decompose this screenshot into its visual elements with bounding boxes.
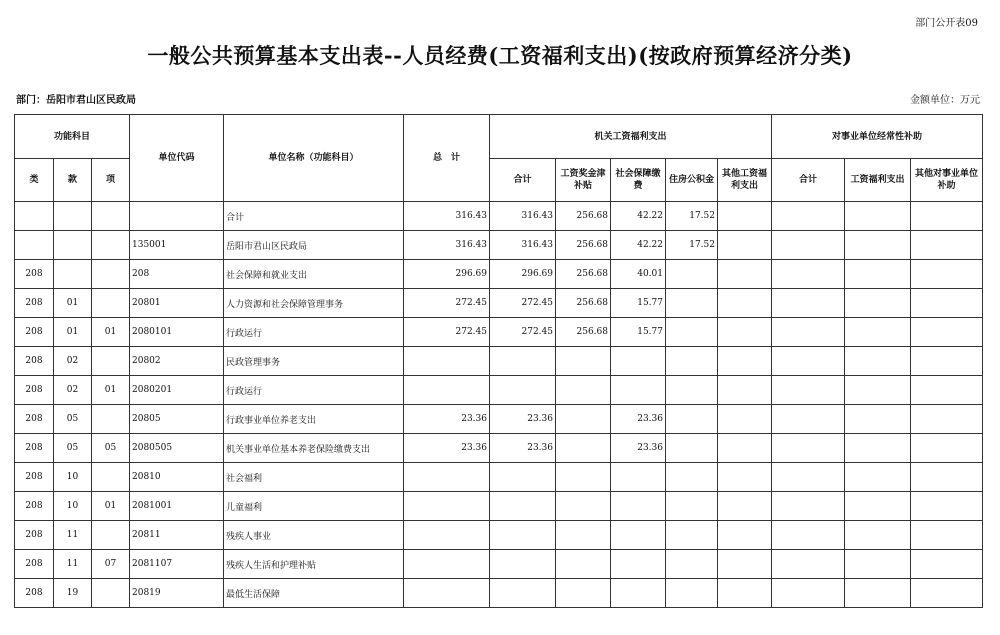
cell-total: 296.69 xyxy=(404,260,490,289)
cell-inst-other xyxy=(911,347,983,376)
cell-unit-code: 135001 xyxy=(130,231,224,260)
cell-unit-name: 行政事业单位养老支出 xyxy=(224,405,404,434)
cell-xiang xyxy=(92,405,130,434)
cell-inst-total xyxy=(772,521,845,550)
cell-total xyxy=(404,492,490,521)
cell-lei: 208 xyxy=(15,318,54,347)
page-title: 一般公共预算基本支出表--人员经费(工资福利支出)(按政府预算经济分类) xyxy=(147,43,853,68)
header-kuan: 款 xyxy=(54,159,92,202)
cell-org-bonus: 256.68 xyxy=(556,260,611,289)
cell-org-total: 23.36 xyxy=(490,434,556,463)
cell-unit-name: 儿童福利 xyxy=(224,492,404,521)
cell-org-housing xyxy=(666,521,718,550)
cell-unit-code: 2080101 xyxy=(130,318,224,347)
cell-org-other xyxy=(718,521,772,550)
cell-inst-total xyxy=(772,376,845,405)
cell-lei: 208 xyxy=(15,521,54,550)
cell-org-housing xyxy=(666,579,718,608)
table-row xyxy=(15,376,983,405)
cell-xiang xyxy=(92,463,130,492)
cell-inst-total xyxy=(772,550,845,579)
header-org-bonus: 工资奖金津补贴 xyxy=(556,159,611,202)
cell-inst-total xyxy=(772,492,845,521)
cell-org-social xyxy=(611,521,666,550)
cell-org-total: 316.43 xyxy=(490,231,556,260)
cell-xiang: 07 xyxy=(92,550,130,579)
cell-inst-other xyxy=(911,521,983,550)
cell-org-housing xyxy=(666,289,718,318)
cell-lei xyxy=(15,202,54,231)
header-total: 总 计 xyxy=(404,115,490,202)
cell-org-housing: 17.52 xyxy=(666,202,718,231)
cell-org-housing xyxy=(666,347,718,376)
cell-inst-other xyxy=(911,434,983,463)
cell-org-other xyxy=(718,260,772,289)
header-lei: 类 xyxy=(15,159,54,202)
cell-xiang xyxy=(92,231,130,260)
cell-org-bonus xyxy=(556,347,611,376)
cell-unit-name: 机关事业单位基本养老保险缴费支出 xyxy=(224,434,404,463)
cell-kuan: 02 xyxy=(54,347,92,376)
cell-unit-name: 社会保障和就业支出 xyxy=(224,260,404,289)
cell-inst-wage xyxy=(845,347,911,376)
cell-unit-code: 20811 xyxy=(130,521,224,550)
cell-kuan: 11 xyxy=(54,550,92,579)
header-org-social: 社会保障缴费 xyxy=(611,159,666,202)
header-func-subject: 功能科目 xyxy=(15,115,130,159)
cell-xiang: 01 xyxy=(92,318,130,347)
cell-inst-other xyxy=(911,405,983,434)
cell-org-other xyxy=(718,376,772,405)
cell-unit-code: 2081001 xyxy=(130,492,224,521)
cell-inst-total xyxy=(772,231,845,260)
cell-org-bonus xyxy=(556,376,611,405)
cell-inst-total xyxy=(772,463,845,492)
cell-inst-total xyxy=(772,202,845,231)
cell-xiang xyxy=(92,521,130,550)
cell-org-other xyxy=(718,579,772,608)
table-row xyxy=(15,521,983,550)
cell-org-housing xyxy=(666,405,718,434)
cell-inst-other xyxy=(911,231,983,260)
cell-kuan: 02 xyxy=(54,376,92,405)
cell-total xyxy=(404,376,490,405)
cell-org-other xyxy=(718,434,772,463)
cell-inst-wage xyxy=(845,289,911,318)
cell-org-total xyxy=(490,579,556,608)
cell-xiang xyxy=(92,579,130,608)
table-row xyxy=(15,492,983,521)
header-inst-group: 对事业单位经常性补助 xyxy=(772,115,983,159)
cell-inst-wage xyxy=(845,202,911,231)
cell-org-total: 272.45 xyxy=(490,318,556,347)
cell-inst-wage xyxy=(845,231,911,260)
cell-org-social xyxy=(611,463,666,492)
header-org-total: 合计 xyxy=(490,159,556,202)
cell-org-housing xyxy=(666,318,718,347)
cell-inst-total xyxy=(772,434,845,463)
cell-org-other xyxy=(718,231,772,260)
table-body xyxy=(15,202,983,608)
cell-org-social: 23.36 xyxy=(611,405,666,434)
table-row xyxy=(15,579,983,608)
cell-unit-code: 2080505 xyxy=(130,434,224,463)
cell-inst-other xyxy=(911,376,983,405)
cell-org-other xyxy=(718,289,772,318)
cell-org-social xyxy=(611,492,666,521)
cell-kuan: 10 xyxy=(54,492,92,521)
cell-org-total: 316.43 xyxy=(490,202,556,231)
cell-org-total: 23.36 xyxy=(490,405,556,434)
cell-org-housing xyxy=(666,550,718,579)
cell-inst-total xyxy=(772,579,845,608)
cell-org-social: 42.22 xyxy=(611,202,666,231)
cell-inst-other xyxy=(911,202,983,231)
cell-unit-name: 合计 xyxy=(224,202,404,231)
cell-lei: 208 xyxy=(15,550,54,579)
cell-xiang xyxy=(92,202,130,231)
cell-total: 272.45 xyxy=(404,289,490,318)
table-header xyxy=(15,115,983,202)
cell-org-bonus: 256.68 xyxy=(556,289,611,318)
amount-unit-label: 金额单位：万元 xyxy=(910,95,980,106)
cell-org-housing xyxy=(666,260,718,289)
cell-org-bonus: 256.68 xyxy=(556,231,611,260)
cell-org-bonus: 256.68 xyxy=(556,318,611,347)
cell-org-total xyxy=(490,376,556,405)
cell-lei xyxy=(15,231,54,260)
header-inst-other: 其他对事业单位补助 xyxy=(911,159,983,202)
cell-total xyxy=(404,463,490,492)
cell-kuan: 10 xyxy=(54,463,92,492)
cell-org-total xyxy=(490,492,556,521)
department-label: 部门：岳阳市君山区民政局 xyxy=(16,95,136,106)
cell-kuan xyxy=(54,260,92,289)
cell-total: 316.43 xyxy=(404,202,490,231)
cell-unit-name: 残疾人生活和护理补贴 xyxy=(224,550,404,579)
cell-inst-other xyxy=(911,463,983,492)
cell-org-housing xyxy=(666,463,718,492)
cell-inst-other xyxy=(911,289,983,318)
cell-org-bonus xyxy=(556,579,611,608)
cell-unit-name: 民政管理事务 xyxy=(224,347,404,376)
cell-org-social: 23.36 xyxy=(611,434,666,463)
table-row xyxy=(15,405,983,434)
header-unit-name: 单位名称（功能科目） xyxy=(224,115,404,202)
cell-unit-code: 20801 xyxy=(130,289,224,318)
cell-org-total xyxy=(490,347,556,376)
cell-unit-name: 最低生活保障 xyxy=(224,579,404,608)
cell-inst-wage xyxy=(845,550,911,579)
cell-inst-wage xyxy=(845,579,911,608)
cell-total xyxy=(404,521,490,550)
cell-org-social: 42.22 xyxy=(611,231,666,260)
cell-org-social: 40.01 xyxy=(611,260,666,289)
cell-xiang xyxy=(92,260,130,289)
cell-unit-code: 20810 xyxy=(130,463,224,492)
cell-inst-total xyxy=(772,405,845,434)
table-row xyxy=(15,463,983,492)
table-row xyxy=(15,318,983,347)
cell-org-social: 15.77 xyxy=(611,318,666,347)
cell-total: 23.36 xyxy=(404,405,490,434)
cell-unit-name: 岳阳市君山区民政局 xyxy=(224,231,404,260)
cell-unit-code: 208 xyxy=(130,260,224,289)
cell-unit-name: 行政运行 xyxy=(224,376,404,405)
cell-org-other xyxy=(718,405,772,434)
cell-inst-wage xyxy=(845,463,911,492)
table-row xyxy=(15,550,983,579)
cell-org-housing xyxy=(666,492,718,521)
cell-total: 316.43 xyxy=(404,231,490,260)
cell-unit-code: 20819 xyxy=(130,579,224,608)
header-xiang: 项 xyxy=(92,159,130,202)
cell-xiang xyxy=(92,289,130,318)
cell-org-bonus xyxy=(556,521,611,550)
header-inst-total: 合计 xyxy=(772,159,845,202)
cell-unit-code: 20805 xyxy=(130,405,224,434)
cell-unit-name: 残疾人事业 xyxy=(224,521,404,550)
cell-inst-total xyxy=(772,289,845,318)
cell-xiang xyxy=(92,347,130,376)
cell-org-total xyxy=(490,521,556,550)
cell-org-social xyxy=(611,347,666,376)
cell-org-total xyxy=(490,550,556,579)
cell-org-social xyxy=(611,376,666,405)
cell-lei: 208 xyxy=(15,463,54,492)
cell-lei: 208 xyxy=(15,579,54,608)
cell-xiang: 01 xyxy=(92,376,130,405)
cell-inst-total xyxy=(772,260,845,289)
table-row xyxy=(15,434,983,463)
table-row xyxy=(15,289,983,318)
cell-kuan: 05 xyxy=(54,434,92,463)
cell-org-bonus xyxy=(556,463,611,492)
cell-kuan: 01 xyxy=(54,289,92,318)
table-row xyxy=(15,260,983,289)
cell-org-social xyxy=(611,579,666,608)
cell-inst-other xyxy=(911,579,983,608)
cell-org-total xyxy=(490,463,556,492)
cell-org-other xyxy=(718,463,772,492)
cell-inst-wage xyxy=(845,434,911,463)
cell-org-social: 15.77 xyxy=(611,289,666,318)
cell-unit-name: 社会福利 xyxy=(224,463,404,492)
cell-kuan: 19 xyxy=(54,579,92,608)
cell-unit-code: 20802 xyxy=(130,347,224,376)
cell-xiang: 01 xyxy=(92,492,130,521)
cell-total: 272.45 xyxy=(404,318,490,347)
cell-unit-name: 行政运行 xyxy=(224,318,404,347)
cell-org-bonus xyxy=(556,405,611,434)
cell-lei: 208 xyxy=(15,260,54,289)
cell-unit-name: 人力资源和社会保障管理事务 xyxy=(224,289,404,318)
header-org-housing: 住房公积金 xyxy=(666,159,718,202)
cell-inst-total xyxy=(772,347,845,376)
cell-inst-other xyxy=(911,550,983,579)
cell-org-housing xyxy=(666,434,718,463)
cell-lei: 208 xyxy=(15,434,54,463)
cell-org-social xyxy=(611,550,666,579)
cell-total xyxy=(404,347,490,376)
cell-total: 23.36 xyxy=(404,434,490,463)
header-org-group: 机关工资福利支出 xyxy=(490,115,772,159)
cell-org-other xyxy=(718,202,772,231)
cell-lei: 208 xyxy=(15,492,54,521)
cell-unit-code: 2081107 xyxy=(130,550,224,579)
cell-inst-wage xyxy=(845,405,911,434)
cell-kuan: 01 xyxy=(54,318,92,347)
cell-total xyxy=(404,550,490,579)
cell-org-other xyxy=(718,318,772,347)
cell-lei: 208 xyxy=(15,289,54,318)
cell-org-bonus xyxy=(556,550,611,579)
cell-lei: 208 xyxy=(15,376,54,405)
cell-org-total: 296.69 xyxy=(490,260,556,289)
cell-inst-wage xyxy=(845,376,911,405)
cell-org-total: 272.45 xyxy=(490,289,556,318)
cell-lei: 208 xyxy=(15,405,54,434)
cell-kuan xyxy=(54,202,92,231)
cell-org-other xyxy=(718,492,772,521)
cell-xiang: 05 xyxy=(92,434,130,463)
form-number: 部门公开表09 xyxy=(915,18,978,29)
cell-kuan xyxy=(54,231,92,260)
header-inst-wage: 工资福利支出 xyxy=(845,159,911,202)
cell-inst-total xyxy=(772,318,845,347)
cell-inst-other xyxy=(911,492,983,521)
cell-unit-code: 2080201 xyxy=(130,376,224,405)
cell-kuan: 05 xyxy=(54,405,92,434)
cell-inst-wage xyxy=(845,260,911,289)
cell-inst-wage xyxy=(845,318,911,347)
cell-org-other xyxy=(718,347,772,376)
cell-org-bonus xyxy=(556,434,611,463)
cell-org-housing: 17.52 xyxy=(666,231,718,260)
cell-inst-other xyxy=(911,260,983,289)
budget-table xyxy=(14,114,983,608)
cell-org-bonus: 256.68 xyxy=(556,202,611,231)
header-unit-code: 单位代码 xyxy=(130,115,224,202)
cell-org-bonus xyxy=(556,492,611,521)
cell-inst-other xyxy=(911,318,983,347)
cell-inst-wage xyxy=(845,521,911,550)
cell-inst-wage xyxy=(845,492,911,521)
table-row xyxy=(15,231,983,260)
cell-unit-code xyxy=(130,202,224,231)
table-row xyxy=(15,202,983,231)
cell-kuan: 11 xyxy=(54,521,92,550)
table-row xyxy=(15,347,983,376)
cell-org-housing xyxy=(666,376,718,405)
cell-lei: 208 xyxy=(15,347,54,376)
cell-org-other xyxy=(718,550,772,579)
cell-total xyxy=(404,579,490,608)
header-org-other: 其他工资福利支出 xyxy=(718,159,772,202)
